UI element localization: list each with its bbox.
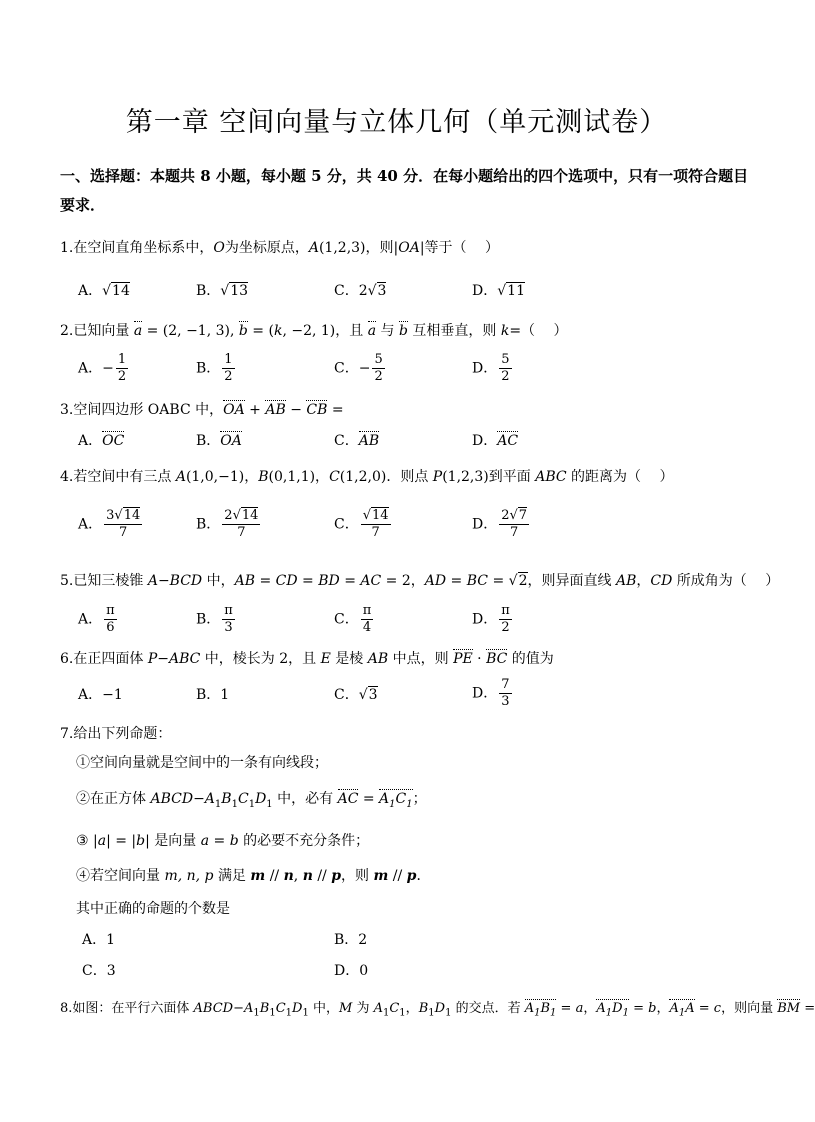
question-8-stem: 8.如图：在平行六面体 $ABCD-A_1B_1C_1D_1$ 中，M 为 $A_1C_1$，$B_1D_1$ 的交点．若 $A_1B_1 = a$，$A_1D_1 = b$，$A_1A = c$，则向量 BM = bbox=[60, 1001, 815, 1019]
question-5-option-c[interactable]: C． $\frac{\pi}{4}$ bbox=[334, 603, 372, 635]
question-7-stem: 7.给出下列命题： bbox=[60, 726, 172, 742]
question-3-option-a[interactable]: A．OC bbox=[78, 433, 125, 449]
question-6-option-d[interactable]: D． $\frac{7}{3}$ bbox=[472, 677, 510, 709]
question-4-option-c[interactable]: C． $\frac{√14}{7}$ bbox=[334, 508, 389, 540]
question-7-item-1: ①空间向量就是空间中的一条有向线段； bbox=[76, 755, 328, 771]
section-heading: 一、选择题：本题共 8 小题，每小题 5 分，共 40 分．在每小题给出的四个选项中，只有一项符合题目要求． bbox=[60, 167, 749, 214]
question-2-option-b[interactable]: B． $\frac{1}{2}$ bbox=[196, 352, 233, 384]
question-7-option-a[interactable]: A．1 bbox=[82, 932, 116, 948]
question-5-option-b[interactable]: B． $\frac{\pi}{3}$ bbox=[196, 603, 233, 635]
question-7-item-2: ②在正方体 $ABCD-A_1B_1C_1D_1$ 中，必有 AC = $A_1C_1$； bbox=[76, 791, 427, 810]
question-3-option-c[interactable]: C．AB bbox=[334, 433, 380, 449]
question-3-stem: 3.空间四边形 OABC 中，OA + AB − CB = bbox=[60, 402, 344, 418]
question-2-option-d[interactable]: D． $\frac{5}{2}$ bbox=[472, 352, 510, 384]
question-7-option-d[interactable]: D．0 bbox=[334, 963, 369, 979]
question-4-option-b[interactable]: B． $\frac{2√14}{7}$ bbox=[196, 508, 259, 540]
question-4-option-d[interactable]: D． $\frac{2√7}{7}$ bbox=[472, 508, 528, 540]
question-2-option-c[interactable]: C．− $\frac{5}{2}$ bbox=[334, 352, 383, 384]
question-2-option-a[interactable]: A．− $\frac{1}{2}$ bbox=[78, 352, 127, 384]
question-7-tail: 其中正确的命题的个数是 bbox=[76, 901, 230, 917]
question-6-stem: 6.在正四面体 P−ABC 中，棱长为 2，且 E 是棱 AB 中点，则 PE · BC 的值为 bbox=[60, 651, 554, 667]
question-5-stem: 5.已知三棱锥 A−BCD 中，AB = CD = BD = AC = 2，AD = BC = √2，则异面直线 AB，CD 所成角为（ ） bbox=[60, 573, 780, 589]
page-title: 第一章 空间向量与立体几何（单元测试卷） bbox=[125, 107, 668, 138]
question-1-option-c[interactable]: C．2√3 bbox=[334, 283, 387, 299]
question-7-item-4: ④若空间向量 m, n, p 满足 m // n, n // p，则 m // p． bbox=[76, 868, 431, 884]
question-3-option-d[interactable]: D．AC bbox=[472, 433, 519, 449]
question-5-option-a[interactable]: A． $\frac{\pi}{6}$ bbox=[78, 603, 115, 635]
question-1-stem: 1.在空间直角坐标系中，O为坐标原点，A(1,2,3)，则|OA|等于（ ） bbox=[60, 240, 499, 256]
question-1-option-d[interactable]: D．√11 bbox=[472, 283, 525, 299]
question-1-option-b[interactable]: B．√13 bbox=[196, 283, 249, 299]
question-7-item-3: ③ |a| = |b| 是向量 a = b 的必要不充分条件； bbox=[76, 833, 370, 849]
question-2-stem: 2.已知向量 a = (2, −1, 3), b = (k, −2, 1)，且 a 与 b 互相垂直，则 k=（ ） bbox=[60, 323, 568, 339]
question-7-option-b[interactable]: B．2 bbox=[334, 932, 368, 948]
question-1-option-a[interactable]: A．√14 bbox=[78, 283, 130, 299]
question-4-stem: 4.若空间中有三点 A(1,0,−1)，B(0,1,1)，C(1,2,0)．则点 P(1,2,3)到平面 ABC 的距离为（ ） bbox=[60, 469, 674, 485]
question-6-option-a[interactable]: A．−1 bbox=[78, 687, 123, 703]
question-7-option-c[interactable]: C．3 bbox=[82, 963, 116, 979]
question-3-option-b[interactable]: B．OA bbox=[196, 433, 242, 449]
question-6-option-b[interactable]: B．1 bbox=[196, 687, 230, 703]
question-6-option-c[interactable]: C．√3 bbox=[334, 687, 378, 703]
question-4-option-a[interactable]: A． $\frac{3√14}{7}$ bbox=[78, 508, 141, 540]
question-5-option-d[interactable]: D． $\frac{\pi}{2}$ bbox=[472, 603, 510, 635]
